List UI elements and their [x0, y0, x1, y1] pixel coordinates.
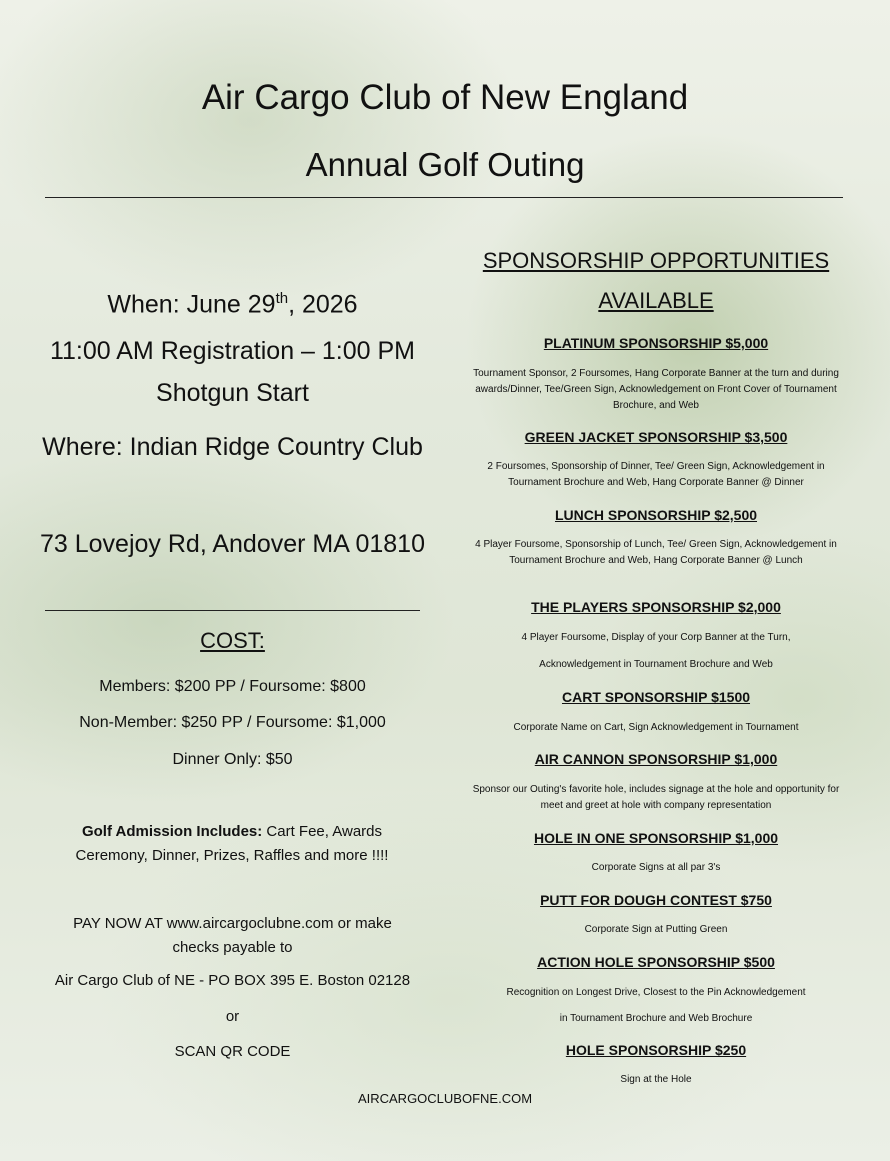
- sponsor-desc-action-hole-2: in Tournament Brochure and Web Brochure: [559, 1013, 753, 1024]
- sponsor-desc-air-cannon: Sponsor our Outing's favorite hole, includes signage at the hole and opportunity for meet and greet at hole with company representation: [472, 784, 840, 811]
- admission-includes-label: Golf Admission Includes:: [81, 823, 263, 840]
- header-divider: [45, 197, 843, 198]
- event-time: 11:00 AM Registration – 1:00 PM Shotgun Start: [49, 337, 415, 407]
- page-subtitle: Annual Golf Outing: [305, 146, 585, 183]
- page-title: Air Cargo Club of New England: [201, 78, 689, 117]
- sponsor-desc-players-2: Acknowledgement in Tournament Brochure and Web: [539, 659, 773, 670]
- event-address: 73 Lovejoy Rd, Andover MA 01810: [40, 530, 425, 558]
- sponsor-title-hole-in-one: HOLE IN ONE SPONSORSHIP $1,000: [533, 830, 779, 846]
- sponsor-title-cart: CART SPONSORSHIP $1500: [561, 689, 751, 705]
- sponsor-title-lunch: LUNCH SPONSORSHIP $2,500: [554, 507, 758, 523]
- event-date-suffix: th: [275, 290, 289, 307]
- event-date-main: When: June 29: [107, 290, 276, 319]
- sponsor-desc-players: 4 Player Foursome, Display of your Corp Banner at the Turn,: [521, 632, 791, 643]
- sponsor-title-air-cannon: AIR CANNON SPONSORSHIP $1,000: [534, 751, 778, 767]
- event-date: [40, 278, 425, 325]
- cost-dinner: Dinner Only: $50: [172, 751, 293, 768]
- sponsor-title-action-hole: ACTION HOLE SPONSORSHIP $500: [537, 954, 775, 970]
- cost-non-members: Non-Member: $250 PP / Foursome: $1,000: [79, 714, 386, 731]
- sponsor-desc-putt-for-dough: Corporate Sign at Putting Green: [584, 924, 728, 935]
- sponsor-desc-hole: Sign at the Hole: [620, 1074, 692, 1085]
- sponsor-desc-green-jacket: 2 Foursomes, Sponsorship of Dinner, Tee/ Green Sign, Acknowledgement in Tournament Brochure and Web, Hang Corporate Banner @ Dinner: [487, 461, 825, 488]
- pay-now-text: PAY NOW AT www.aircargoclubne.com or make checks payable to: [73, 915, 392, 956]
- sponsor-title-green-jacket: GREEN JACKET SPONSORSHIP $3,500: [524, 429, 788, 445]
- sponsor-title-players: THE PLAYERS SPONSORSHIP $2,000: [531, 599, 781, 615]
- sponsor-desc-cart: Corporate Name on Cart, Sign Acknowledgement in Tournament: [513, 722, 799, 733]
- mailing-address: Air Cargo Club of NE - PO BOX 395 E. Boston 02128: [54, 972, 411, 989]
- sponsor-desc-action-hole: Recognition on Longest Drive, Closest to the Pin Acknowledgement: [506, 987, 806, 998]
- event-location: Where: Indian Ridge Country Club: [42, 433, 423, 461]
- sponsor-desc-hole-in-one: Corporate Signs at all par 3's: [591, 862, 721, 873]
- admission-includes-text: Cart Fee, Awards Ceremony, Dinner, Prizes, Raffles and more !!!!: [75, 823, 389, 864]
- cost-heading: COST:: [200, 628, 265, 653]
- event-date-year: , 2026: [288, 290, 358, 319]
- or-text: or: [225, 1008, 240, 1025]
- sponsor-title-platinum: PLATINUM SPONSORSHIP $5,000: [543, 335, 769, 351]
- sponsor-title-hole: HOLE SPONSORSHIP $250: [565, 1042, 747, 1058]
- admission-includes: [58, 820, 406, 868]
- cost-members: Members: $200 PP / Foursome: $800: [99, 678, 366, 695]
- sponsor-desc-platinum: Tournament Sponsor, 2 Foursomes, Hang Corporate Banner at the turn and during awards/Dinner, Tee/Green Sign, Acknowledgement on Front Cover of Tournament Brochure, and Web: [473, 368, 839, 411]
- footer-url[interactable]: AIRCARGOCLUBOFNE.COM: [357, 1091, 533, 1106]
- sponsorship-heading: SPONSORSHIP OPPORTUNITIES AVAILABLE: [482, 248, 830, 313]
- left-divider: [45, 610, 420, 611]
- scan-qr-text: SCAN QR CODE: [174, 1043, 291, 1060]
- sponsor-desc-lunch: 4 Player Foursome, Sponsorship of Lunch, Tee/ Green Sign, Acknowledgement in Tournament Brochure and Web, Hang Corporate Banner @ Lunch: [475, 539, 837, 566]
- sponsor-title-putt-for-dough: PUTT FOR DOUGH CONTEST $750: [540, 892, 772, 908]
